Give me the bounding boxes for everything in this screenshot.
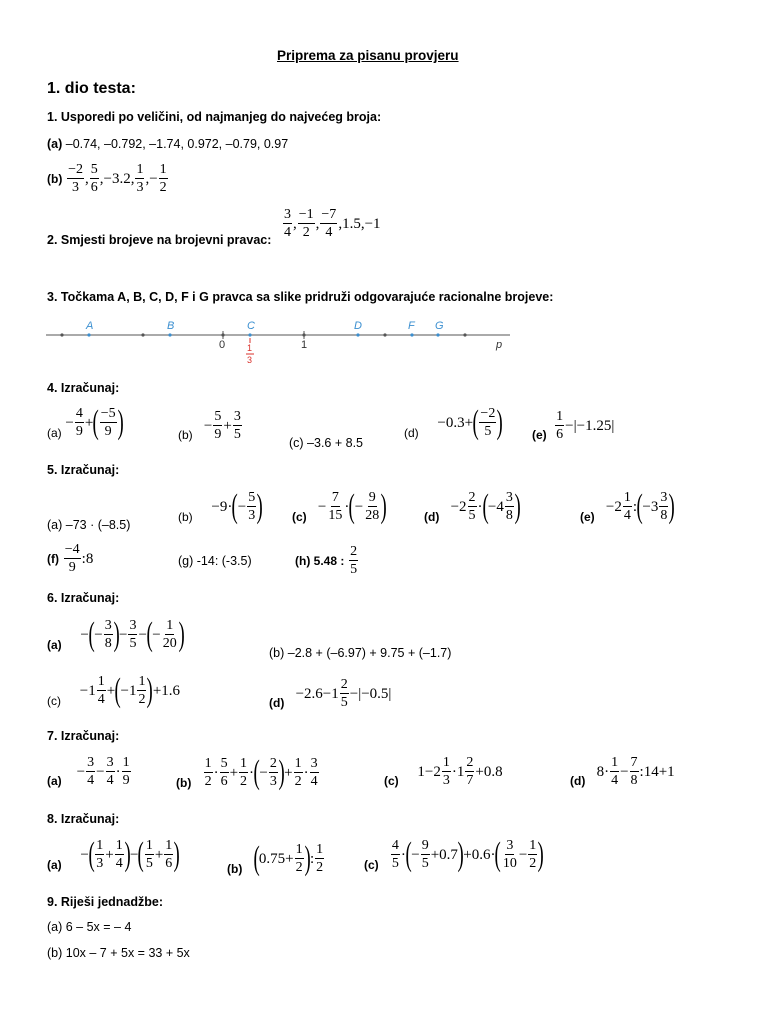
svg-text:3: 3 — [247, 355, 253, 365]
fraction: $\frac{1}{2}$ — [159, 162, 167, 195]
fraction: $\frac{5}{6}$ — [90, 162, 98, 195]
q9-a: (a) 6 – 5x = – 4 — [47, 920, 132, 934]
q4-a: (a) − $\frac{4}{9}$ + ( $\frac{-5}{9}$ ) — [47, 404, 124, 441]
q5-h: (h) 5.48 : $\frac{2}{5}$ — [295, 544, 358, 577]
marker-one-third — [246, 343, 254, 365]
q1-a: (a) –0.74, –0.792, –1.74, 0.972, –0.79, 0.97 — [47, 137, 289, 151]
q1-a-values: –0.74, –0.792, –1.74, 0.972, –0.79, 0.97 — [65, 137, 289, 151]
q6-b: (b) –2.8 + (–6.97) + 9.75 + (–1.7) — [269, 646, 452, 660]
q6-label: 6. Izračunaj: — [47, 591, 120, 605]
q8-c: (c) $\frac{4}{5}$ · ( − $\frac{9}{5}$ +0.7 ) +0.6· ( $\frac{3}{10}$ − $\frac{1}{2}$ ) — [364, 836, 545, 873]
q9-b: (b) 10x – 7 + 5x = 33 + 5x — [47, 946, 190, 960]
q5-c: (c) − $\frac{7}{15}$ · ( − $\frac{9}{28}$ ) — [292, 488, 387, 525]
q2-numbers: $\frac{3}{4}$ , $\frac{-1}{2}$ , $\frac{-7}{4}$ ,1.5,−1 — [284, 207, 381, 240]
q1-b: (b) $\frac{-2}{3}$ , $\frac{5}{6}$ ,−3.2, $\frac{1}{3}$ ,− $\frac{1}{2}$ — [47, 162, 167, 195]
q7-d: (d) 8· $\frac{1}{4}$ − $\frac{7}{8}$ :14+1 — [570, 755, 675, 788]
q5-label: 5. Izračunaj: — [47, 463, 120, 477]
q4-label: 4. Izračunaj: — [47, 381, 120, 395]
axis-name: p — [496, 339, 503, 351]
q8-b: (b) ( 0.75+ $\frac{1}{2}$ ) : $\frac{1}{2}$ — [227, 840, 324, 877]
q4-b: (b) − $\frac{5}{9}$ + $\frac{3}{5}$ — [178, 409, 241, 442]
point-C: C — [247, 320, 255, 332]
q7-b: (b) $\frac{1}{2}$ · $\frac{5}{6}$ + $\frac{1}{2}$ · ( − $\frac{2}{3}$ ) + $\frac{1}{2}$ · $\frac{3}{4}$ — [176, 754, 318, 791]
q6-a: (a) − ( − $\frac{3}{8}$ ) − $\frac{3}{5}$ − ( − $\frac{1}{20}$ ) — [47, 616, 185, 653]
fraction: $\frac{1}{3}$ — [136, 162, 144, 195]
q8-label: 8. Izračunaj: — [47, 812, 120, 826]
q9-label: 9. Riješi jednadžbe: — [47, 895, 164, 909]
q5-e: (e) −2 $\frac{1}{4}$ : ( −3 $\frac{3}{8}$ ) — [580, 488, 676, 525]
page-title: Priprema za pisanu provjeru — [277, 48, 459, 63]
number-line — [40, 315, 520, 370]
part-heading: 1. dio testa: — [47, 80, 136, 97]
point-F: F — [408, 320, 415, 332]
q4-d: (d) −0.3+ ( $\frac{-2}{5}$ ) — [404, 404, 504, 441]
q5-f: (f) $\frac{-4}{9}$ :8 — [47, 542, 94, 575]
q5-d: (d) −2 $\frac{2}{5}$ · ( −4 $\frac{3}{8}$ ) — [424, 488, 521, 525]
q7-c: (c) 1−2 $\frac{1}{3}$ ·1 $\frac{2}{7}$ +0.8 — [384, 755, 503, 788]
svg-text:1: 1 — [247, 343, 253, 353]
q7-a: (a) − $\frac{3}{4}$ − $\frac{3}{4}$ · $\frac{1}{9}$ — [47, 755, 130, 788]
q8-a: (a) − ( $\frac{1}{3}$ + $\frac{1}{4}$ ) − ( $\frac{1}{5}$ + $\frac{1}{6}$ ) — [47, 836, 181, 873]
q4-c: (c) –3.6 + 8.5 — [289, 436, 363, 450]
point-G: G — [435, 320, 444, 332]
q5-g: (g) -14: (-3.5) — [178, 554, 252, 568]
q2-label: 2. Smjesti brojeve na brojevni pravac: — [47, 233, 272, 247]
point-D: D — [354, 320, 362, 332]
q3-label: 3. Točkama A, B, C, D, F i G pravca sa slike pridruži odgovarajuće racionalne brojeve: — [47, 290, 554, 304]
fraction: $\frac{-2}{3}$ — [68, 162, 83, 195]
point-B: B — [167, 320, 175, 332]
q7-label: 7. Izračunaj: — [47, 729, 120, 743]
q6-c: (c) −1 $\frac{1}{4}$ + ( −1 $\frac{1}{2}$ ) +1.6 — [47, 672, 181, 709]
q5-b: (b) −9· ( − $\frac{5}{3}$ ) — [178, 488, 263, 525]
q5-a: (a) –73 · (–8.5) — [47, 518, 131, 532]
q4-e: (e) $\frac{1}{6}$ −|−1.25| — [532, 409, 615, 442]
point-A: A — [86, 320, 94, 332]
tick-0: 0 — [219, 339, 226, 351]
q1-label: 1. Usporedi po veličini, od najmanjeg do najvećeg broja: — [47, 110, 382, 124]
q6-d: (d) −2.6−1 $\frac{2}{5}$ −|−0.5| — [269, 677, 392, 710]
tick-1: 1 — [301, 339, 308, 351]
